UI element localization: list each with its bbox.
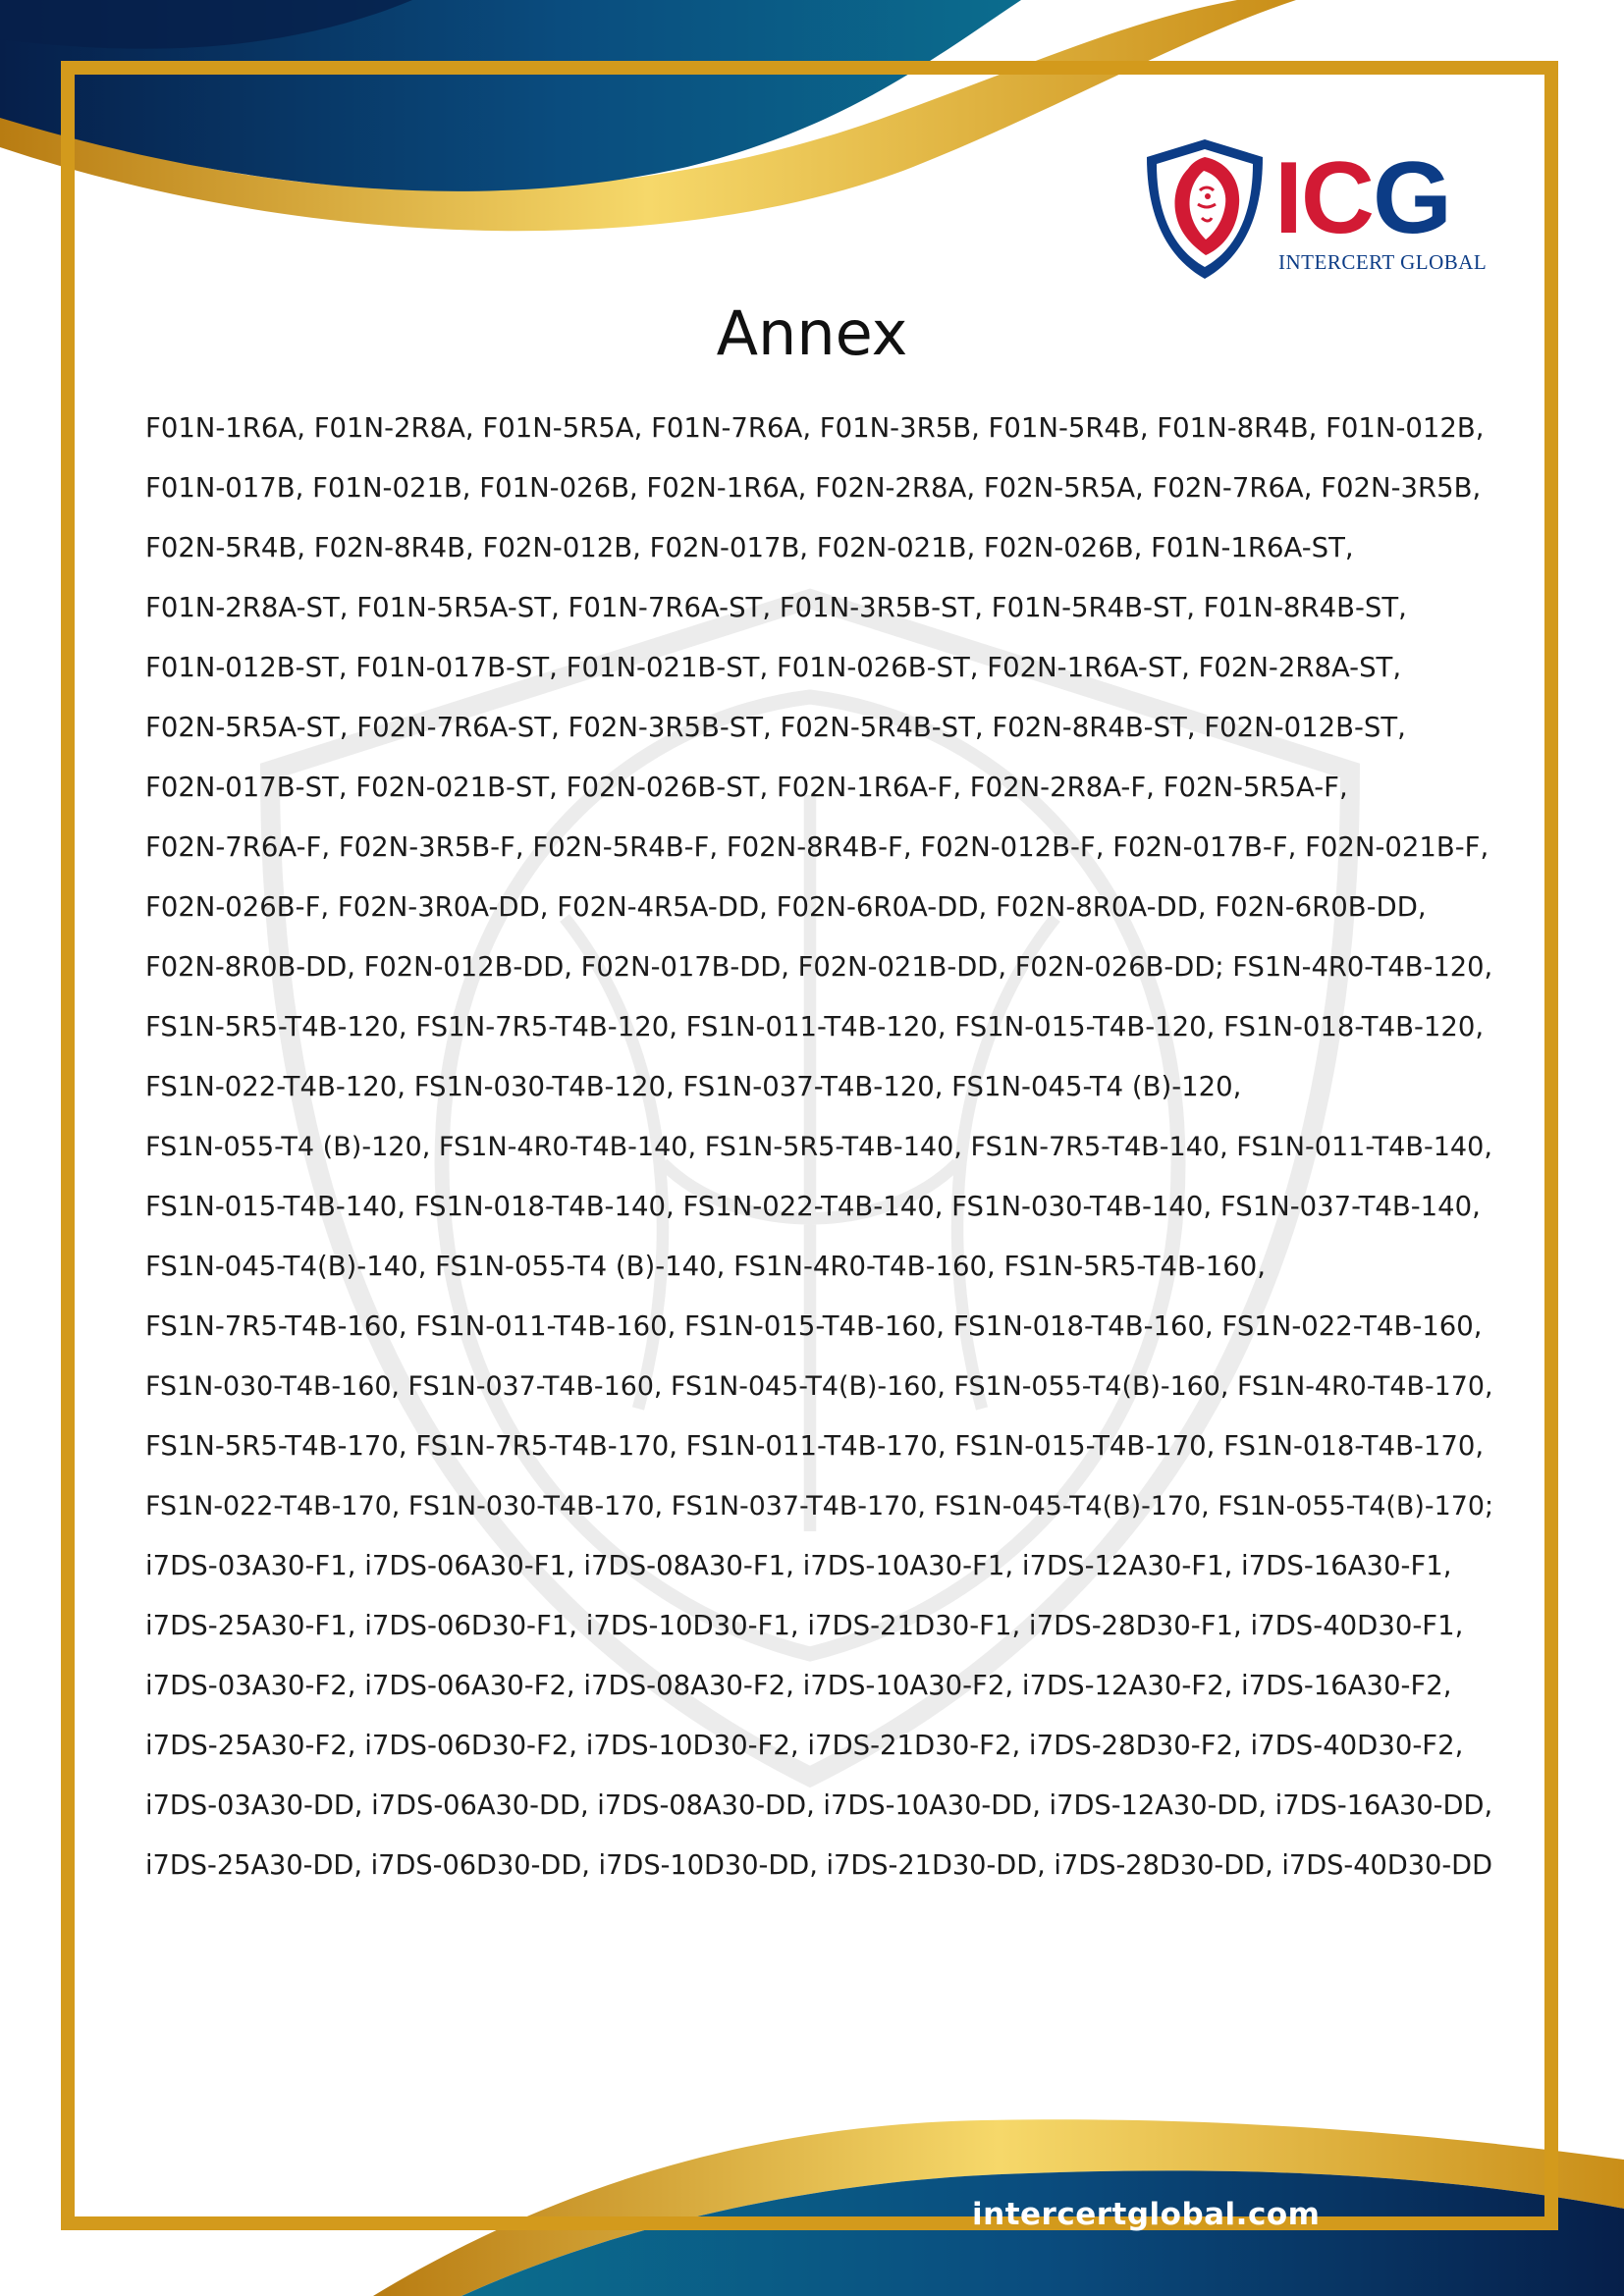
annex-line: FS1N-015-T4B-140, FS1N-018-T4B-140, FS1N-022-T4B-140, FS1N-030-T4B-140, FS1N-037-T4B-140, [145, 1191, 1481, 1222]
annex-line: i7DS-03A30-F2, i7DS-06A30-F2, i7DS-08A30-F2, i7DS-10A30-F2, i7DS-12A30-F2, i7DS-16A30-F2, [145, 1670, 1452, 1701]
annex-line: F02N-5R4B, F02N-8R4B, F02N-012B, F02N-017B, F02N-021B, F02N-026B, F01N-1R6A-ST, [145, 532, 1354, 563]
annex-line: F02N-8R0B-DD, F02N-012B-DD, F02N-017B-DD, F02N-021B-DD, F02N-026B-DD; FS1N-4R0-T4B-120, [145, 952, 1493, 983]
annex-line: i7DS-25A30-DD, i7DS-06D30-DD, i7DS-10D30-DD, i7DS-21D30-DD, i7DS-28D30-DD, i7DS-40D30-DD [145, 1850, 1493, 1881]
icg-logo [1141, 135, 1504, 283]
annex-line: F01N-1R6A, F01N-2R8A, F01N-5R5A, F01N-7R6A, F01N-3R5B, F01N-5R4B, F01N-8R4B, F01N-012B, [145, 412, 1485, 444]
footer-website-url: intercertglobal.com [972, 2197, 1321, 2232]
annex-line: F01N-017B, F01N-021B, F01N-026B, F02N-1R6A, F02N-2R8A, F02N-5R5A, F02N-7R6A, F02N-3R5B, [145, 472, 1482, 504]
annex-line: FS1N-022-T4B-170, FS1N-030-T4B-170, FS1N-037-T4B-170, FS1N-045-T4(B)-170, FS1N-055-T4(B)-170; [145, 1491, 1494, 1522]
annex-line: FS1N-030-T4B-160, FS1N-037-T4B-160, FS1N-045-T4(B)-160, FS1N-055-T4(B)-160, FS1N-4R0-T4B-170, [145, 1371, 1493, 1402]
annex-line: FS1N-5R5-T4B-170, FS1N-7R5-T4B-170, FS1N-011-T4B-170, FS1N-015-T4B-170, FS1N-018-T4B-170, [145, 1430, 1485, 1462]
logo-wordmark: ICG [1274, 141, 1450, 255]
annex-line: F01N-2R8A-ST, F01N-5R5A-ST, F01N-7R6A-ST, F01N-3R5B-ST, F01N-5R4B-ST, F01N-8R4B-ST, [145, 592, 1407, 623]
page-title: Annex [716, 297, 908, 369]
annex-line: F02N-017B-ST, F02N-021B-ST, F02N-026B-ST, F02N-1R6A-F, F02N-2R8A-F, F02N-5R5A-F, [145, 772, 1348, 803]
annex-line: i7DS-03A30-F1, i7DS-06A30-F1, i7DS-08A30-F1, i7DS-10A30-F1, i7DS-12A30-F1, i7DS-16A30-F1, [145, 1550, 1452, 1581]
annex-line: FS1N-022-T4B-120, FS1N-030-T4B-120, FS1N-037-T4B-120, FS1N-045-T4 (B)-120, [145, 1071, 1242, 1102]
annex-line: F02N-7R6A-F, F02N-3R5B-F, F02N-5R4B-F, F02N-8R4B-F, F02N-012B-F, F02N-017B-F, F02N-021B-F, [145, 831, 1489, 863]
annex-line: i7DS-25A30-F2, i7DS-06D30-F2, i7DS-10D30-F2, i7DS-21D30-F2, i7DS-28D30-F2, i7DS-40D30-F2, [145, 1730, 1464, 1761]
annex-line: F01N-012B-ST, F01N-017B-ST, F01N-021B-ST, F01N-026B-ST, F02N-1R6A-ST, F02N-2R8A-ST, [145, 652, 1402, 683]
annex-line: FS1N-7R5-T4B-160, FS1N-011-T4B-160, FS1N-015-T4B-160, FS1N-018-T4B-160, FS1N-022-T4B-160, [145, 1310, 1483, 1342]
annex-line: FS1N-055-T4 (B)-120, FS1N-4R0-T4B-140, FS1N-5R5-T4B-140, FS1N-7R5-T4B-140, FS1N-011-T4B-140, [145, 1132, 1492, 1162]
annex-model-list [145, 399, 1500, 1896]
logo-subtitle: INTERCERT GLOBAL [1278, 250, 1488, 274]
lion-shield-icon [1141, 135, 1269, 283]
annex-line: F02N-5R5A-ST, F02N-7R6A-ST, F02N-3R5B-ST, F02N-5R4B-ST, F02N-8R4B-ST, F02N-012B-ST, [145, 712, 1406, 743]
annex-line: i7DS-03A30-DD, i7DS-06A30-DD, i7DS-08A30-DD, i7DS-10A30-DD, i7DS-12A30-DD, i7DS-16A30-DD, [145, 1790, 1493, 1821]
annex-line: FS1N-5R5-T4B-120, FS1N-7R5-T4B-120, FS1N-011-T4B-120, FS1N-015-T4B-120, FS1N-018-T4B-120, [145, 1011, 1485, 1042]
annex-line: F02N-026B-F, F02N-3R0A-DD, F02N-4R5A-DD, F02N-6R0A-DD, F02N-8R0A-DD, F02N-6R0B-DD, [145, 891, 1427, 923]
annex-line: i7DS-25A30-F1, i7DS-06D30-F1, i7DS-10D30-F1, i7DS-21D30-F1, i7DS-28D30-F1, i7DS-40D30-F1, [145, 1610, 1464, 1641]
annex-line: FS1N-045-T4(B)-140, FS1N-055-T4 (B)-140, FS1N-4R0-T4B-160, FS1N-5R5-T4B-160, [145, 1251, 1267, 1282]
